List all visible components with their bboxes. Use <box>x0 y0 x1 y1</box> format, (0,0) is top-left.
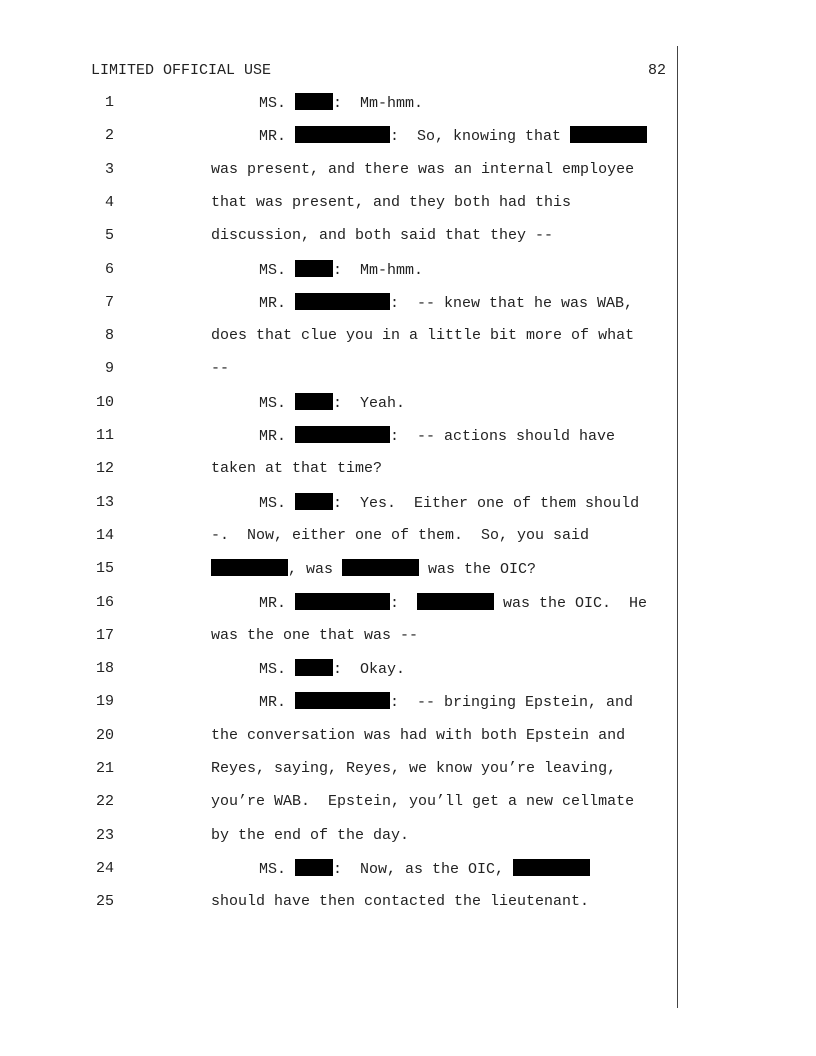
text-segment: discussion, and both said that they -- <box>211 227 554 245</box>
text-segment: that was present, and they both had this <box>211 193 572 211</box>
redaction-block <box>295 493 333 510</box>
redaction-block <box>513 859 590 876</box>
line-number: 6 <box>104 260 114 278</box>
redaction-block <box>295 426 390 443</box>
transcript-line <box>0 659 816 679</box>
line-number: 18 <box>95 660 114 678</box>
transcript-line <box>0 160 816 180</box>
line-text <box>211 626 418 646</box>
text-segment: MR. <box>259 694 296 712</box>
line-text <box>259 126 647 147</box>
text-segment: MR. <box>259 128 296 146</box>
text-segment: taken at that time? <box>211 460 383 478</box>
text-segment: MS. <box>259 494 296 512</box>
text-segment: MS. <box>259 860 296 878</box>
text-segment: : Mm-hmm. <box>333 261 424 279</box>
line-number: 5 <box>104 227 114 245</box>
text-segment: : <box>390 594 418 612</box>
page-number: 82 <box>647 62 666 79</box>
text-segment: does that clue you in a little bit more of what <box>211 327 635 345</box>
text-segment: : Yeah. <box>333 394 406 412</box>
text-segment: was the OIC. He <box>494 594 648 612</box>
line-number: 3 <box>104 160 114 178</box>
transcript-line <box>0 493 816 513</box>
line-number: 7 <box>104 293 114 311</box>
line-number: 20 <box>95 726 114 744</box>
transcript-line <box>0 892 816 912</box>
transcript-line <box>0 293 816 313</box>
text-segment: was the one that was -- <box>211 626 419 644</box>
transcript-line <box>0 593 816 613</box>
text-segment: : Yes. Either one of them should <box>333 494 640 512</box>
line-text <box>211 160 634 180</box>
text-segment: MR. <box>259 594 296 612</box>
line-text <box>259 260 423 281</box>
line-number: 4 <box>104 193 114 211</box>
redaction-block <box>211 559 288 576</box>
redaction-block <box>295 859 333 876</box>
transcript-line <box>0 526 816 546</box>
line-text <box>259 659 405 680</box>
line-text <box>211 459 382 479</box>
line-text <box>211 892 589 912</box>
line-text <box>211 559 536 580</box>
transcript-line <box>0 326 816 346</box>
text-segment: MS. <box>259 95 296 112</box>
redaction-block <box>295 260 333 277</box>
line-number: 24 <box>95 859 114 877</box>
line-text <box>211 359 229 379</box>
line-number: 8 <box>104 327 114 345</box>
text-segment: you’re WAB. Epstein, you’ll get a new cellmate <box>211 793 635 811</box>
transcript-line <box>0 692 816 712</box>
text-segment: : -- knew that he was WAB, <box>390 294 634 312</box>
text-segment: : -- actions should have <box>390 428 616 445</box>
line-text <box>211 526 589 546</box>
text-segment: : So, knowing that <box>390 128 571 146</box>
text-segment: -. Now, either one of them. So, you said <box>211 526 590 544</box>
transcript-line <box>0 93 816 113</box>
line-number: 14 <box>95 526 114 544</box>
transcript-line <box>0 759 816 779</box>
line-text <box>211 826 409 846</box>
transcript-line <box>0 826 816 846</box>
text-segment: MS. <box>259 261 296 279</box>
redaction-block <box>295 126 390 143</box>
redaction-block <box>417 593 494 610</box>
line-text <box>259 393 405 414</box>
line-number: 10 <box>95 393 114 411</box>
line-number: 23 <box>95 826 114 844</box>
text-segment: : -- bringing Epstein, and <box>390 694 634 712</box>
text-segment: , was <box>288 561 343 579</box>
line-number: 21 <box>95 760 114 777</box>
line-text <box>259 692 633 713</box>
line-text <box>211 759 616 779</box>
line-text <box>259 859 590 880</box>
line-number: 17 <box>95 626 114 644</box>
transcript-line <box>0 126 816 146</box>
text-segment: : Okay. <box>333 661 406 679</box>
line-text <box>211 326 634 346</box>
text-segment: by the end of the day. <box>211 826 410 844</box>
line-text <box>211 726 625 746</box>
transcript-line <box>0 226 816 246</box>
redaction-block <box>342 559 419 576</box>
transcript-line <box>0 260 816 280</box>
line-text <box>259 426 615 447</box>
line-text <box>211 226 553 246</box>
transcript-line <box>0 359 816 379</box>
line-text <box>211 792 634 812</box>
text-segment: : Mm-hmm. <box>333 95 424 112</box>
redaction-block <box>295 293 390 310</box>
redaction-block <box>295 393 333 410</box>
transcript-line <box>0 393 816 413</box>
transcript-line <box>0 792 816 812</box>
classification-header: LIMITED OFFICIAL USE <box>91 62 272 79</box>
line-number: 22 <box>95 793 114 811</box>
text-segment: Reyes, saying, Reyes, we know you’re leaving, <box>211 760 617 777</box>
line-number: 9 <box>104 360 114 378</box>
line-number: 11 <box>95 427 114 444</box>
line-text <box>259 593 647 614</box>
line-number: 19 <box>95 693 114 711</box>
redaction-block <box>295 593 390 610</box>
text-segment: MS. <box>259 661 296 679</box>
line-text <box>211 193 571 213</box>
line-text <box>259 293 633 314</box>
transcript-line <box>0 859 816 879</box>
line-number: 2 <box>104 127 114 145</box>
transcript-line <box>0 426 816 446</box>
transcript-line <box>0 559 816 579</box>
text-segment: MR. <box>259 294 296 312</box>
transcript-line <box>0 193 816 213</box>
line-text <box>259 493 639 514</box>
redaction-block <box>570 126 647 143</box>
line-number: 16 <box>95 593 114 611</box>
text-segment: the conversation was had with both Epstein and <box>211 726 626 744</box>
text-segment: should have then contacted the lieutenant. <box>211 893 590 911</box>
line-number: 15 <box>95 560 114 578</box>
line-number: 12 <box>95 460 114 478</box>
text-segment: was the OIC? <box>419 561 537 579</box>
redaction-block <box>295 93 333 110</box>
text-segment: MS. <box>259 394 296 412</box>
text-segment: was present, and there was an internal employee <box>211 160 635 178</box>
transcript-line <box>0 459 816 479</box>
text-segment: MR. <box>259 428 296 445</box>
transcript-line <box>0 626 816 646</box>
line-number: 13 <box>95 493 114 511</box>
redaction-block <box>295 692 390 709</box>
line-number: 1 <box>104 94 114 111</box>
line-number: 25 <box>95 893 114 911</box>
redaction-block <box>295 659 333 676</box>
transcript-line <box>0 726 816 746</box>
text-segment: -- <box>211 360 230 378</box>
text-segment: : Now, as the OIC, <box>333 860 514 878</box>
line-text <box>259 93 423 114</box>
